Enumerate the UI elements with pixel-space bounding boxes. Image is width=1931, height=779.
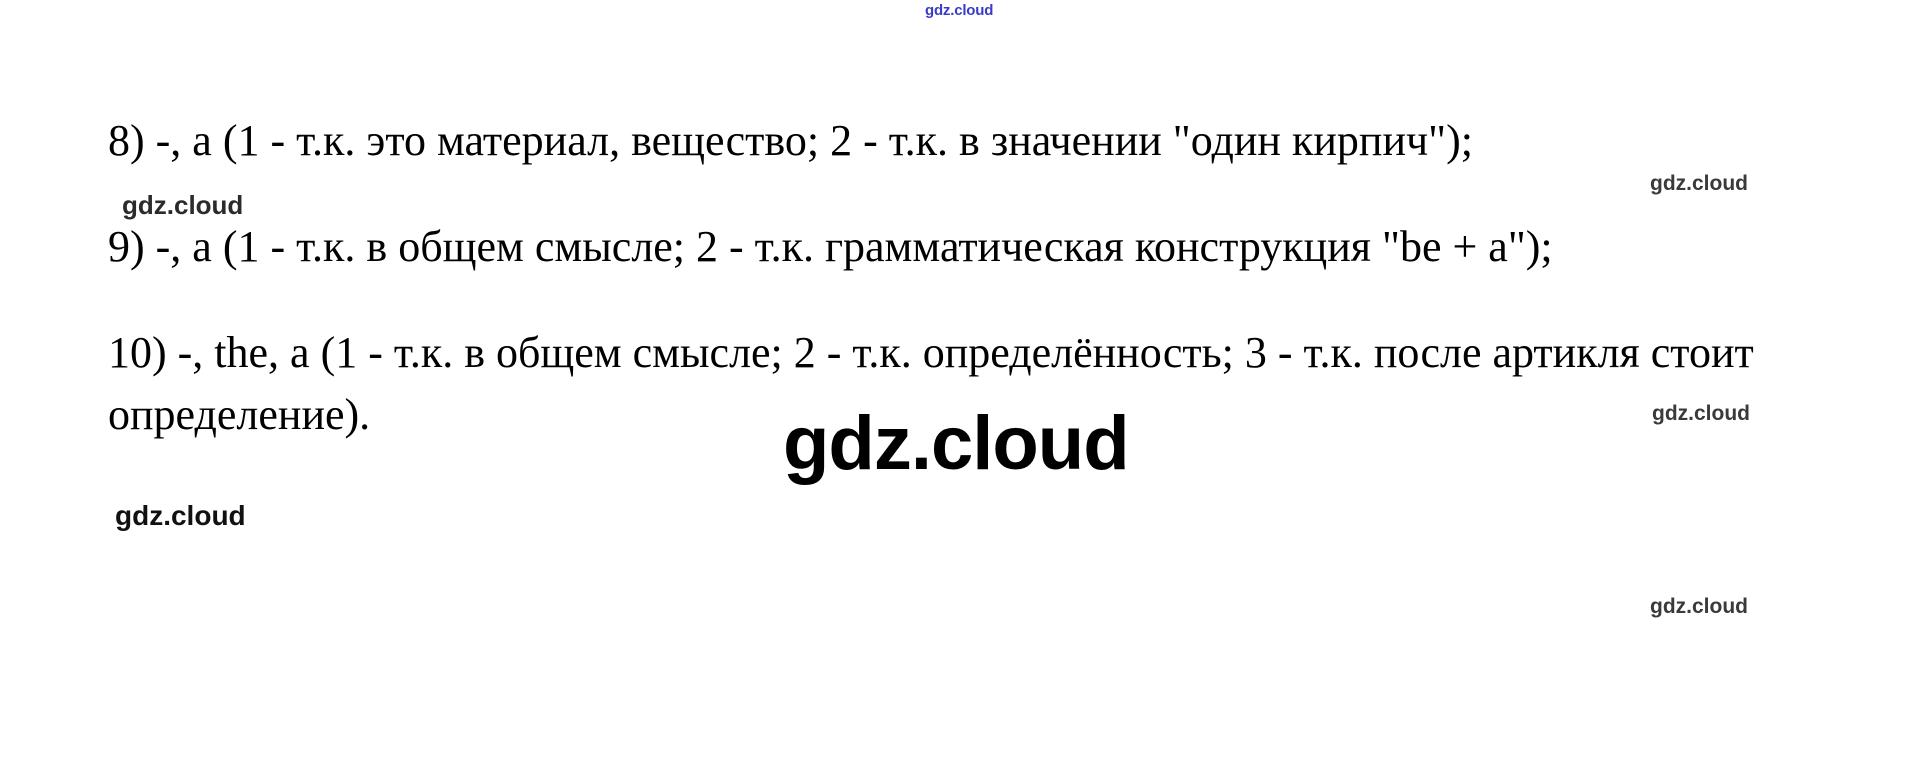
watermark-center: gdz.cloud (783, 401, 1129, 486)
watermark-small-4: gdz.cloud (115, 500, 246, 531)
watermark-small-1: gdz.cloud (1650, 172, 1748, 195)
answer-item-10: 10) -, the, a (1 - т.к. в общем смысле; 2 - т.к. определённость; 3 - т.к. после артикля стоит определение). (108, 328, 1765, 439)
watermark-small-3: gdz.cloud (1652, 402, 1750, 425)
watermark-small-2: gdz.cloud (122, 190, 244, 220)
answer-item-9: 9) -, a (1 - т.к. в общем смысле; 2 - т.к. грамматическая конструкция "be + a"); (108, 222, 1553, 271)
watermark-top: gdz.cloud (925, 2, 994, 19)
answers-container (108, 110, 1848, 446)
watermark-small-5: gdz.cloud (1650, 595, 1748, 618)
answer-item-8: 8) -, a (1 - т.к. это материал, вещество; 2 - т.к. в значении "один кирпич"); (108, 116, 1473, 165)
